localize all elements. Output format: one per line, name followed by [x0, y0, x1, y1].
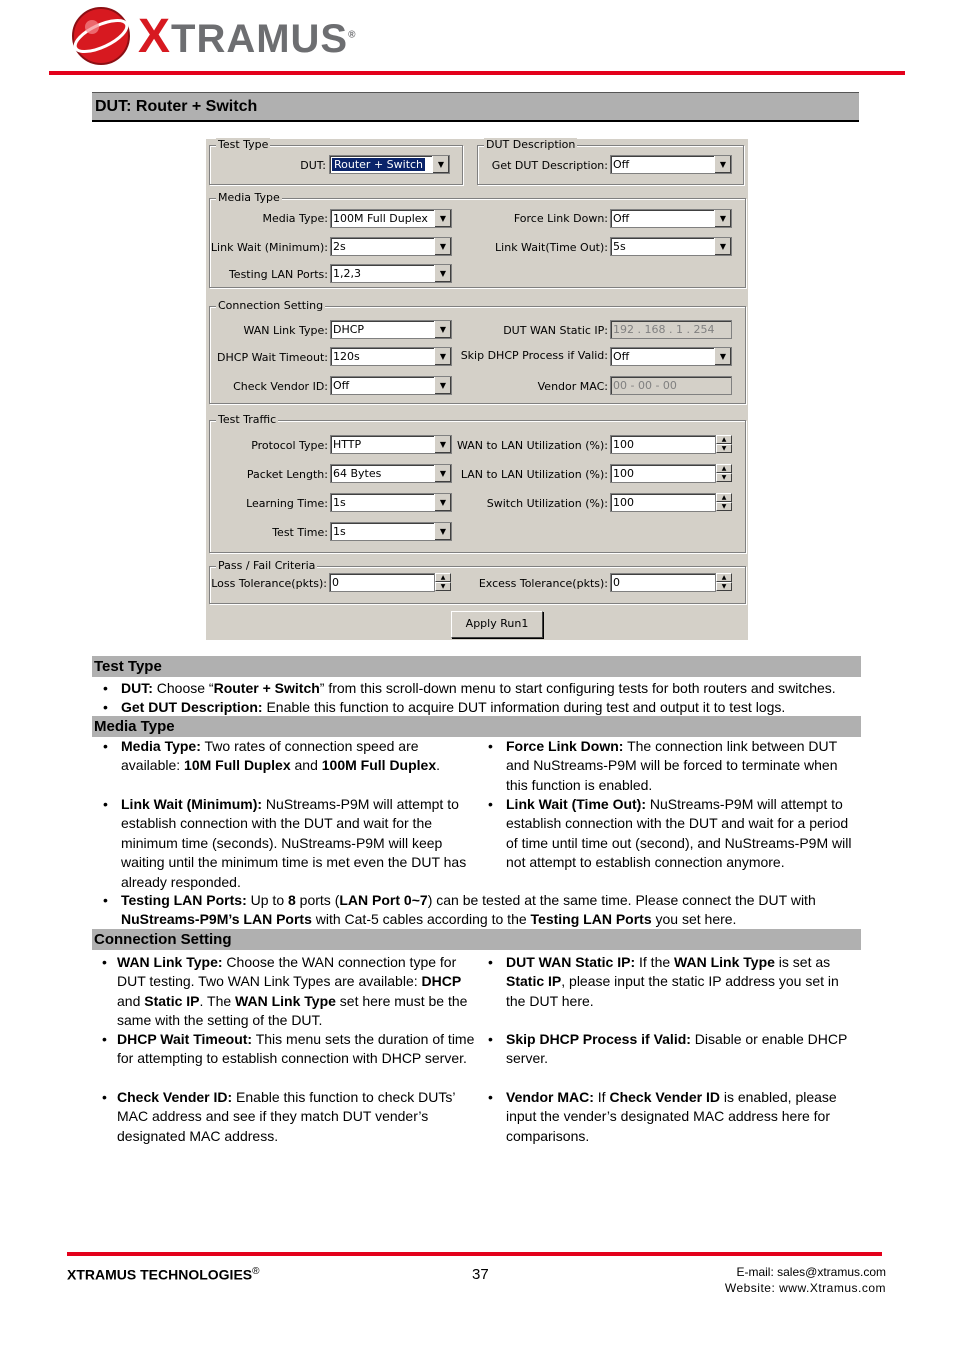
dropdown-arrow-icon[interactable]: ▼ [434, 494, 451, 511]
vendor-mac-input[interactable]: 00 - 00 - 00 [610, 376, 732, 395]
bullet-force-link-down: • Force Link Down: The connection link between DUT and NuStreams-P9M will be forced to terminate when this function is enabled. [488, 738, 838, 793]
dut-wan-static-ip-input[interactable]: 192 . 168 . 1 . 254 [610, 320, 732, 339]
bullet-link-wait-min: • Link Wait (Minimum): NuStreams-P9M will attempt to establish connection with the DUT and wait for the minimum time (seconds). NuStreams-P9M will keep waiting until the minimum time is met even the DUT has already responded. [103, 796, 467, 890]
test-time-label: Test Time: [272, 526, 328, 539]
get-dut-description-select[interactable]: Off ▼ [610, 155, 732, 174]
bullet-icon: • [103, 680, 108, 696]
group-title: Media Type [218, 191, 280, 204]
spin-up-icon[interactable]: ▲ [716, 464, 732, 473]
packet-length-select[interactable]: 64 Bytes ▼ [330, 464, 452, 483]
learning-time-label: Learning Time: [246, 497, 328, 510]
wan-lan-util-input[interactable]: 100 [610, 435, 716, 454]
settings-dialog [206, 139, 748, 640]
spin-down-icon[interactable]: ▼ [716, 502, 732, 511]
bullet-wan-link-type: • WAN Link Type: Choose the WAN connection type for DUT testing. Two WAN Link Types are available: DHCP and Static IP. The WAN Link Type set here must be the same with the setting of the DUT. [102, 954, 468, 1029]
dropdown-arrow-icon[interactable]: ▼ [714, 238, 731, 255]
bullet-icon: • [103, 738, 108, 754]
dropdown-arrow-icon[interactable]: ▼ [434, 436, 451, 453]
bullet-icon: • [488, 738, 493, 754]
group-title: Test Type [218, 138, 269, 151]
group-title: DUT Description [486, 138, 576, 151]
bullet-icon: • [103, 892, 108, 908]
protocol-type-select[interactable]: HTTP ▼ [330, 435, 452, 454]
dropdown-arrow-icon[interactable]: ▼ [434, 465, 451, 482]
loss-tolerance-spinner[interactable] [435, 573, 451, 592]
switch-util-spinner[interactable] [716, 493, 732, 512]
bullet-icon: • [103, 796, 108, 812]
force-link-down-select[interactable]: Off ▼ [610, 209, 732, 228]
loss-tolerance-label: Loss Tolerance(pkts): [211, 577, 327, 590]
wan-link-type-select[interactable]: DHCP ▼ [330, 320, 452, 339]
footer-company: XTRAMUS TECHNOLOGIES® [67, 1266, 260, 1283]
bullet-testing-lan-ports: • Testing LAN Ports: Up to 8 ports (LAN Port 0~7) can be tested at the same time. Please connect the DUT with NuStreams-P9M’s LAN Ports with Cat-5 cables according to the Testing LAN Ports you set here. [103, 892, 816, 928]
dropdown-arrow-icon[interactable]: ▼ [434, 377, 451, 394]
skip-dhcp-select[interactable]: Off ▼ [610, 347, 732, 366]
bullet-icon: • [103, 699, 108, 715]
switch-util-input[interactable]: 100 [610, 493, 716, 512]
testing-lan-ports-label: Testing LAN Ports: [228, 268, 328, 281]
bullet-get-dut-description: • Get DUT Description: Enable this function to acquire DUT information during test and output it to test logs. [121, 698, 866, 717]
bullet-icon: • [488, 796, 493, 812]
dropdown-arrow-icon[interactable]: ▼ [714, 210, 731, 227]
wan-lan-util-label: WAN to LAN Utilization (%): [456, 439, 608, 452]
excess-tolerance-label: Excess Tolerance(pkts): [478, 577, 608, 590]
section-heading-test-type: Test Type [92, 656, 861, 677]
spin-down-icon[interactable]: ▼ [716, 473, 732, 482]
dropdown-arrow-icon[interactable]: ▼ [432, 156, 449, 173]
link-wait-timeout-select[interactable]: 5s ▼ [610, 237, 732, 256]
section-heading-media-type: Media Type [92, 716, 861, 737]
dropdown-arrow-icon[interactable]: ▼ [714, 348, 731, 365]
loss-tolerance-input[interactable]: 0 [329, 573, 435, 592]
bullet-icon: • [102, 1031, 107, 1047]
dut-wan-static-ip-label: DUT WAN Static IP: [503, 324, 608, 337]
footer-email: E-mail: sales@xtramus.com [736, 1265, 886, 1279]
spin-up-icon[interactable]: ▲ [716, 493, 732, 502]
dropdown-arrow-icon[interactable]: ▼ [434, 523, 451, 540]
section-heading-connection-setting: Connection Setting [92, 929, 861, 950]
bullet-icon: • [102, 954, 107, 970]
spin-up-icon[interactable]: ▲ [716, 435, 732, 444]
learning-time-select[interactable]: 1s ▼ [330, 493, 452, 512]
lan-lan-util-spinner[interactable] [716, 464, 732, 483]
lan-lan-util-label: LAN to LAN Utilization (%): [460, 468, 608, 481]
spin-down-icon[interactable]: ▼ [435, 582, 451, 591]
page-title: DUT: Router + Switch [92, 92, 859, 122]
protocol-type-label: Protocol Type: [251, 439, 328, 452]
dhcp-wait-timeout-select[interactable]: 120s ▼ [330, 347, 452, 366]
force-link-down-label: Force Link Down: [513, 212, 608, 225]
lan-lan-util-input[interactable]: 100 [610, 464, 716, 483]
dropdown-arrow-icon[interactable]: ▼ [434, 210, 451, 227]
bullet-dut: • DUT: Choose “Router + Switch” from this scroll-down menu to start configuring tests for both routers and switches. [121, 679, 866, 698]
dropdown-arrow-icon[interactable]: ▼ [714, 156, 731, 173]
bullet-icon: • [488, 1089, 493, 1105]
dut-label: DUT: [300, 159, 326, 172]
footer-website: Website: www.Xtramus.com [724, 1281, 886, 1295]
dut-select[interactable]: Router + Switch ▼ [329, 155, 450, 174]
bullet-check-vender-id: • Check Vender ID: Enable this function to check DUTs’ MAC address and see if they match DUT vender’s designated MAC address. [102, 1089, 455, 1144]
bullet-media-type: • Media Type: Two rates of connection speed are available: 10M Full Duplex and 100M Full Duplex. [103, 738, 441, 774]
switch-util-label: Switch Utilization (%): [486, 497, 608, 510]
wan-link-type-label: WAN Link Type: [243, 324, 328, 337]
bullet-dut-wan-static-ip: • DUT WAN Static IP: If the WAN Link Type is set as Static IP, please input the static IP address you set in the DUT here. [488, 954, 839, 1009]
group-title: Pass / Fail Criteria [218, 559, 316, 572]
dropdown-arrow-icon[interactable]: ▼ [434, 321, 451, 338]
group-title: Test Traffic [218, 413, 277, 426]
bullet-vendor-mac: • Vendor MAC: If Check Vender ID is enabled, please input the vender’s designated MAC address here for comparisons. [488, 1089, 837, 1144]
link-wait-timeout-label: Link Wait(Time Out): [495, 241, 608, 254]
bullet-skip-dhcp: • Skip DHCP Process if Valid: Disable or enable DHCP server. [488, 1031, 848, 1067]
bullet-link-wait-timeout: • Link Wait (Time Out): NuStreams-P9M will attempt to establish connection with the DUT and wait for a period of time until time out (second), and NuStreams-P9M will not attempt to establish connection anymore. [488, 796, 852, 871]
company-logo [70, 4, 356, 68]
skip-dhcp-label: Skip DHCP Process if Valid: [460, 349, 608, 362]
dhcp-wait-timeout-label: DHCP Wait Timeout: [217, 351, 328, 364]
bullet-icon: • [488, 954, 493, 970]
header-rule [49, 71, 905, 75]
page-number: 37 [472, 1266, 489, 1283]
excess-tolerance-spinner[interactable] [716, 573, 732, 592]
logo-wordmark: XTRAMUS® [138, 9, 357, 63]
wan-lan-util-spinner[interactable] [716, 435, 732, 454]
vendor-mac-label: Vendor MAC: [537, 380, 608, 393]
dropdown-arrow-icon[interactable]: ▼ [434, 348, 451, 365]
globe-logo-icon [70, 5, 132, 67]
bullet-icon: • [488, 1031, 493, 1047]
bullet-icon: • [102, 1089, 107, 1105]
test-time-select[interactable]: 1s ▼ [330, 522, 452, 541]
spin-up-icon[interactable]: ▲ [435, 573, 451, 582]
spin-up-icon[interactable]: ▲ [716, 573, 732, 582]
group-title: Connection Setting [218, 299, 324, 312]
spin-down-icon[interactable]: ▼ [716, 582, 732, 591]
media-type-select[interactable]: 100M Full Duplex ▼ [330, 209, 452, 228]
footer-rule [67, 1252, 882, 1256]
spin-down-icon[interactable]: ▼ [716, 444, 732, 453]
testing-lan-ports-select[interactable]: 1,2,3 ▼ [330, 264, 452, 283]
dropdown-arrow-icon[interactable]: ▼ [434, 238, 451, 255]
link-wait-min-select[interactable]: 2s ▼ [330, 237, 452, 256]
media-type-label: Media Type: [262, 212, 328, 225]
check-vendor-id-label: Check Vendor ID: [233, 380, 328, 393]
packet-length-label: Packet Length: [246, 468, 328, 481]
bullet-dhcp-wait-timeout: • DHCP Wait Timeout: This menu sets the duration of time for attempting to establish connection with DHCP server. [102, 1031, 475, 1067]
dropdown-arrow-icon[interactable]: ▼ [434, 265, 451, 282]
get-dut-description-label: Get DUT Description: [491, 159, 608, 172]
excess-tolerance-input[interactable]: 0 [610, 573, 716, 592]
check-vendor-id-select[interactable]: Off ▼ [330, 376, 452, 395]
apply-run-button[interactable]: Apply Run1 [451, 611, 543, 638]
link-wait-min-label: Link Wait (Minimum): [210, 241, 328, 254]
